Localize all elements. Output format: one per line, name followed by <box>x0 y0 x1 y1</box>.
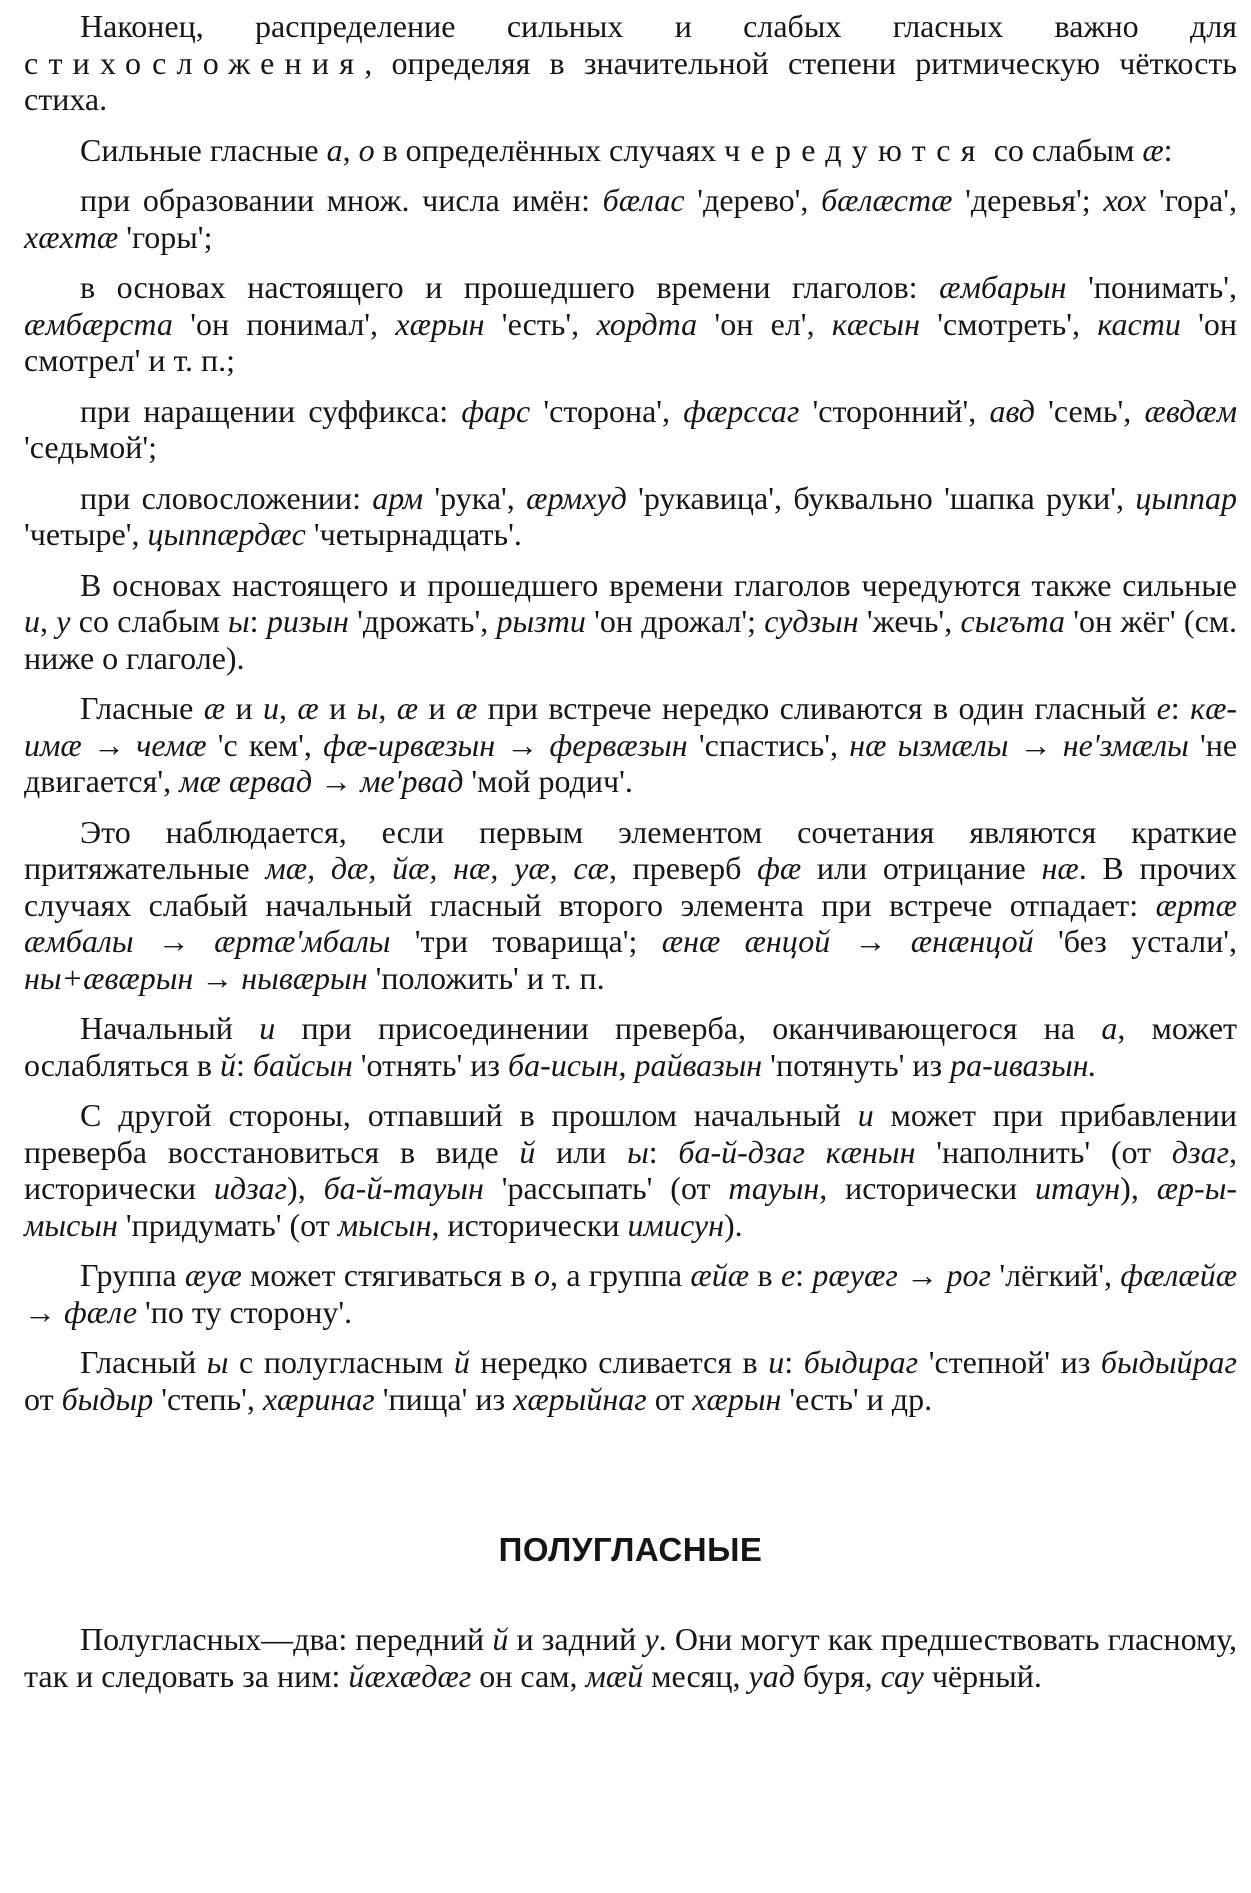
text-run: : <box>249 603 267 639</box>
text-run: 'он понимал', <box>172 305 396 342</box>
italic-term: ба-й-тауын <box>323 1170 484 1206</box>
text-run: 'не двигается', <box>24 726 1238 799</box>
italic-term: хæринаг <box>262 1380 375 1417</box>
text-run: Это наблюдается, если первым элементом сочетания являются краткие притяжательные <box>24 813 1237 886</box>
italic-term: бæлæстæ <box>821 182 953 218</box>
italic-term: о <box>533 1257 550 1293</box>
italic-term: цыппæрдæс <box>147 516 306 552</box>
italic-term: и <box>857 1097 874 1133</box>
text-run: Гласные <box>80 690 204 726</box>
text-run: со слабым <box>985 131 1143 168</box>
italic-term: рызти <box>496 603 586 639</box>
text-run: Наконец, распределение сильных и слабых гласных важно для <box>80 8 1237 44</box>
text-run: он сам, <box>471 1657 586 1694</box>
text-run: 'деревья'; <box>952 182 1104 218</box>
italic-term: ы <box>206 1344 229 1380</box>
text-run: : <box>235 1046 253 1083</box>
text-run: 'наполнить' (от <box>915 1133 1172 1170</box>
text-run: , преверб <box>608 850 758 886</box>
text-run: Группа <box>80 1257 185 1293</box>
text-run: может стягиваться в <box>241 1257 534 1293</box>
italic-term: касти <box>1097 305 1181 342</box>
text-run: и <box>418 690 456 726</box>
text-run: месяц, <box>643 1657 749 1694</box>
italic-term: арм <box>372 479 424 516</box>
italic-term: нæ <box>1041 850 1079 886</box>
text-run: от <box>24 1380 62 1417</box>
text-run: при наращении суффикса: <box>80 392 462 429</box>
text-run: , определяя в значительной степени ритмическую чёткость стиха. <box>24 44 1237 117</box>
italic-term: итаун <box>1035 1170 1121 1206</box>
text-run: 'есть' и др. <box>781 1380 933 1417</box>
text-run: 'семь', <box>1034 392 1145 429</box>
text-run: или отрицание <box>801 850 1042 886</box>
italic-term: хæхтæ <box>24 218 119 255</box>
text-run: 'сторона', <box>530 392 684 429</box>
italic-term: ы <box>227 603 250 639</box>
spaced-emphasis: стихосложения <box>24 44 365 81</box>
text-run: 'мой родич'. <box>463 763 633 799</box>
italic-term: ра-ивазын. <box>950 1046 1097 1083</box>
text-run: 'пища' из <box>374 1380 514 1417</box>
text-run: . Они могут как предшествовать гласному, так и следовать за ним: <box>24 1621 1238 1694</box>
paragraph <box>24 1010 1237 1083</box>
paragraph <box>24 269 1237 379</box>
italic-term: й <box>519 1133 536 1170</box>
italic-term: хордта <box>596 305 698 342</box>
text-run: , <box>342 131 359 168</box>
spaced-emphasis: чередуются <box>724 131 986 168</box>
text-run: в <box>749 1257 781 1293</box>
text-run: 'он ел', <box>697 305 832 342</box>
text-run: при словосложении: <box>80 479 373 516</box>
paragraph <box>24 1344 1237 1417</box>
text-run: . В прочих случаях слабый начальный гласный второго элемента при встрече отпадает: <box>24 850 1238 923</box>
paragraph <box>24 393 1237 466</box>
italic-term: сау <box>880 1657 924 1694</box>
paragraph <box>24 690 1237 800</box>
text-run: нередко сливается в <box>469 1344 769 1380</box>
paragraph <box>24 480 1237 553</box>
text-run: , исторически <box>431 1206 628 1243</box>
text-run: при присоединении преверба, оканчивающегося на <box>275 1010 1102 1046</box>
text-run: 'дрожать', <box>348 603 497 639</box>
text-run: 'дерево', <box>684 182 822 218</box>
text-run: , исторически <box>24 1133 1238 1206</box>
italic-term: фæ-ирвæзын → фервæзын <box>323 726 688 763</box>
paragraph <box>24 132 1237 169</box>
text-run: 'четырнадцать'. <box>305 516 522 552</box>
text-run: 'он смотрел' и т. п.; <box>24 305 1238 378</box>
text-run: 'понимать', <box>1066 269 1238 305</box>
italic-term: и <box>259 1010 276 1046</box>
italic-term: судзын <box>764 603 859 639</box>
text-run: 'седьмой'; <box>24 429 158 465</box>
italic-term: фæ <box>757 850 802 886</box>
paragraph <box>24 1097 1237 1243</box>
italic-term: е <box>1156 690 1171 726</box>
text-run: от <box>646 1380 693 1417</box>
italic-term: быдыйраг <box>1100 1344 1238 1380</box>
italic-term: дзаг <box>1171 1133 1230 1170</box>
italic-term: е <box>780 1257 796 1293</box>
text-run: 'отнять' из <box>352 1046 508 1083</box>
italic-term: æйæ <box>690 1257 750 1293</box>
italic-term: и <box>24 603 40 639</box>
text-run: 'положить' и т. п. <box>367 959 605 996</box>
italic-term: й <box>492 1621 509 1657</box>
text-run: с полугласным <box>228 1344 454 1380</box>
italic-term: æмбæрста <box>24 305 173 342</box>
italic-term: имисун <box>627 1206 724 1243</box>
text-run: в основах настоящего и прошедшего времени глаголов: <box>80 269 940 305</box>
italic-term: сыгъта <box>960 603 1065 639</box>
italic-term: ризын <box>266 603 349 639</box>
italic-term: быдыр <box>61 1380 154 1417</box>
italic-term: æ <box>1142 131 1164 168</box>
text-run: 'сторонний', <box>799 392 990 429</box>
italic-term: у <box>56 603 71 639</box>
italic-term: идзаг <box>213 1170 288 1206</box>
italic-term: авд <box>989 392 1035 429</box>
text-run: 'спастись', <box>687 726 850 763</box>
paragraph <box>24 567 1237 677</box>
text-run: 'рассыпать' (от <box>483 1170 729 1206</box>
text-run: , <box>378 690 397 726</box>
italic-term: хох <box>1103 182 1147 218</box>
text-run: Гласный <box>80 1344 207 1380</box>
text-run: при образовании множ. числа имён: <box>80 182 603 218</box>
italic-term: тауын <box>728 1170 820 1206</box>
italic-term: æ <box>396 690 419 726</box>
paragraph <box>24 1257 1237 1330</box>
italic-term: æртæ æмбалы → æртæ'мбалы <box>24 886 1237 959</box>
section-spacer <box>24 1431 1237 1509</box>
text-run: : <box>648 1133 679 1170</box>
text-run: буря, <box>794 1657 881 1694</box>
italic-term: хæрын <box>395 305 485 342</box>
text-run: при встрече нередко сливаются в один гласный <box>477 690 1157 726</box>
text-run: Полугласных—два: передний <box>80 1621 493 1657</box>
italic-term: ба-й-дзаг кæнын <box>678 1133 916 1170</box>
italic-term: о <box>358 131 375 168</box>
italic-term: æр-ы-мысын <box>24 1170 1238 1243</box>
italic-term: мæ æрвад → ме'рвад <box>179 763 464 799</box>
italic-term: уад <box>748 1657 795 1694</box>
text-run: 'рука', <box>423 479 527 516</box>
text-run: ). <box>724 1206 743 1243</box>
text-run: 'четыре', <box>24 516 148 552</box>
section-heading: ПОЛУГЛАСНЫЕ <box>498 1531 763 1568</box>
text-run: 'он жёг' (см. ниже о глаголе). <box>24 603 1238 676</box>
italic-term: ы <box>627 1133 649 1170</box>
text-run: и <box>318 690 357 726</box>
text-run: 'лёгкий', <box>991 1257 1121 1293</box>
text-run: может при прибавлении преверба восстановиться в виде <box>24 1097 1238 1170</box>
italic-term: нæ ызмæлы → не'змæлы <box>849 726 1189 763</box>
italic-term: ы <box>356 690 379 726</box>
text-run: , исторически <box>819 1170 1035 1206</box>
text-run: , а группа <box>549 1257 691 1293</box>
italic-term: й <box>453 1344 470 1380</box>
text-run: 'придумать' (от <box>117 1206 338 1243</box>
italic-term: фарс <box>461 392 531 429</box>
italic-term: и <box>768 1344 785 1380</box>
italic-term: райвазын <box>634 1046 763 1083</box>
text-run: 'по ту сторону'. <box>137 1293 353 1330</box>
italic-term: æ <box>203 690 226 726</box>
text-run: 'степь', <box>153 1380 263 1417</box>
paragraph <box>24 8 1237 118</box>
italic-term: цыппар <box>1135 479 1237 516</box>
italic-term: хæрыйнаг <box>513 1380 647 1417</box>
italic-term: у <box>644 1621 659 1657</box>
text-run: С другой стороны, отпавший в прошлом начальный <box>80 1097 858 1133</box>
italic-term: й <box>219 1046 236 1083</box>
italic-term: æуæ <box>184 1257 242 1293</box>
text-run: : <box>784 1344 804 1380</box>
text-run: 'степной' из <box>918 1344 1101 1380</box>
text-run: 'он дрожал'; <box>585 603 765 639</box>
text-run: со слабым <box>70 603 228 639</box>
italic-term: фæлæйæ → фæле <box>24 1257 1238 1330</box>
italic-term: ба-исын <box>507 1046 619 1083</box>
section-paragraph <box>24 1621 1237 1694</box>
italic-term: мысын <box>337 1206 432 1243</box>
italic-term: мæй <box>585 1657 644 1694</box>
text-run: Сильные гласные <box>80 131 327 168</box>
paragraph <box>24 814 1237 997</box>
italic-term: æнæ æнцой → æнæнцой <box>661 923 1034 959</box>
text-run: и задний <box>508 1621 645 1657</box>
text-run: ), <box>287 1170 324 1206</box>
text-run: : <box>1170 690 1191 726</box>
body-text <box>24 8 1237 1417</box>
text-run: , может ослабляться в <box>24 1010 1238 1083</box>
text-run: 'рукавица', буквально 'шапка руки', <box>626 479 1136 516</box>
text-run: и <box>225 690 263 726</box>
italic-term: и <box>262 690 279 726</box>
text-run: или <box>535 1133 628 1170</box>
paragraph <box>24 182 1237 255</box>
italic-term: рæуæг → рог <box>812 1257 992 1293</box>
italic-term: æвдæм <box>1144 392 1238 429</box>
text-run: в определённых случаях <box>374 131 725 168</box>
italic-term: йæхæдæг <box>348 1657 472 1694</box>
text-run: 'гора', <box>1146 182 1238 218</box>
italic-term: а <box>1101 1010 1118 1046</box>
text-run: 'смотреть', <box>919 305 1098 342</box>
italic-term: мæ, дæ, йæ, нæ, уæ, сæ <box>265 850 609 886</box>
italic-term: быдираг <box>803 1344 919 1380</box>
text-run: 'потянуть' из <box>762 1046 951 1083</box>
italic-term: æ <box>297 690 319 726</box>
text-run: : <box>1163 131 1173 168</box>
text-run: , <box>278 690 298 726</box>
italic-term: бæлас <box>602 182 685 218</box>
text-run: 'горы'; <box>118 218 213 255</box>
italic-term: хæрын <box>692 1380 782 1417</box>
text-run: чёрный. <box>923 1657 1042 1694</box>
text-run: ), <box>1120 1170 1157 1206</box>
text-run: 'жечь', <box>858 603 961 639</box>
text-run: В основах настоящего и прошедшего времени глаголов чередуются также сильные <box>80 566 1237 603</box>
italic-term: ны+æвæрын → нывæрын <box>24 959 368 996</box>
italic-term: а <box>326 131 343 168</box>
text-run: , <box>40 603 57 639</box>
italic-term: æрмхуд <box>526 479 627 516</box>
text-run: : <box>795 1257 813 1293</box>
text-run: 'есть', <box>484 305 597 342</box>
text-run: Начальный <box>80 1010 260 1046</box>
text-run: 'с кем', <box>206 726 324 763</box>
text-run: 'без устали', <box>1033 923 1238 959</box>
italic-term: байсын <box>252 1046 353 1083</box>
text-run: , <box>618 1046 635 1083</box>
italic-term: кæ-имæ → чемæ <box>24 690 1238 763</box>
italic-term: æмбарын <box>939 269 1067 305</box>
italic-term: æ <box>455 690 478 726</box>
text-run: 'три товарища'; <box>390 923 662 959</box>
italic-term: фæрссаг <box>683 392 800 429</box>
italic-term: кæсын <box>831 305 920 342</box>
